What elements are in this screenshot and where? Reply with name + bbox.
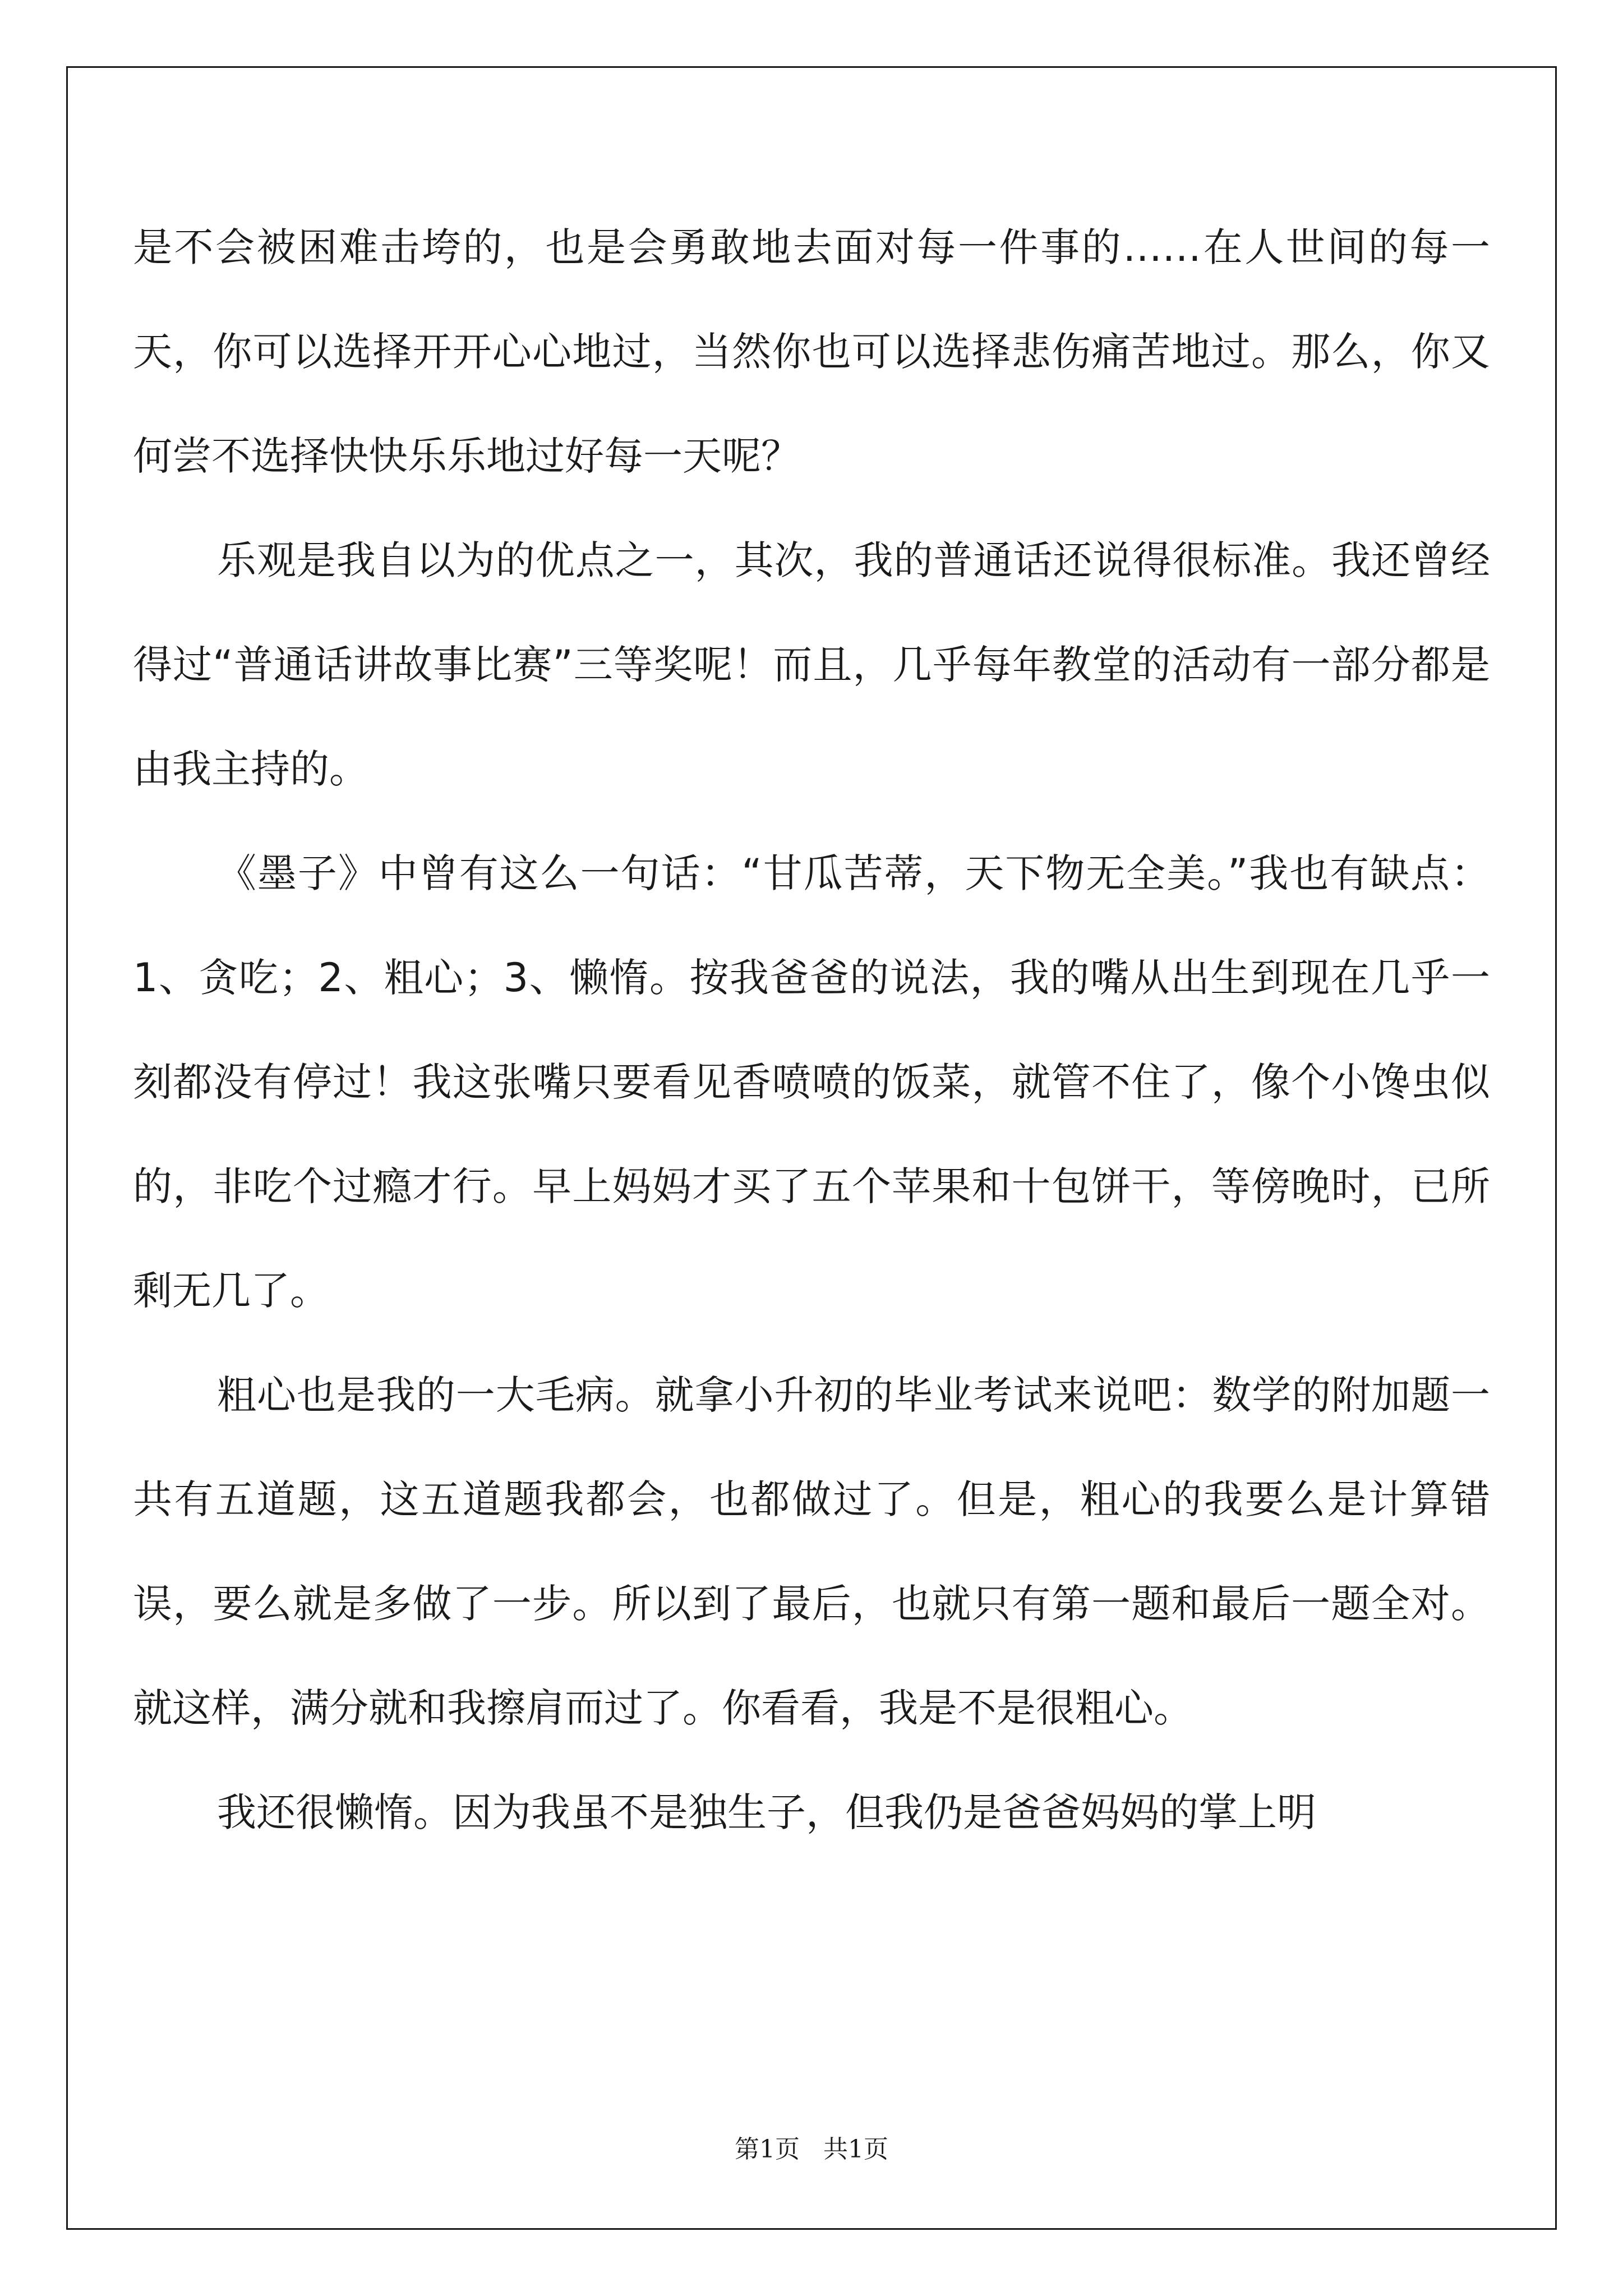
document-body [133,195,1490,1865]
paragraph-3: 《墨子》中曾有这么一句话：“甘瓜苦蒂，天下物无全美。”我也有缺点：1、贪吃；2、粗心；3、懒惰。按我爸爸的说法，我的嘴从出生到现在几乎一刻都没有停过！我这张嘴只要看见香喷喷的饭菜，就管不住了，像个小馋虫似的，非吃个过瘾才行。早上妈妈才买了五个苹果和十包饼干，等傍晚时，已所剩无几了。 [133,850,1490,1314]
paragraph-2: 乐观是我自以为的优点之一，其次，我的普通话还说得很标准。我还曾经得过“普通话讲故事比赛”三等奖呢！而且，几乎每年教堂的活动有一部分都是由我主持的。 [133,537,1490,792]
page-number-footer: 第1页 共1页 [735,2135,888,2164]
paragraph-5: 我还很懒惰。因为我虽不是独生子，但我仍是爸爸妈妈的掌上明 [217,1789,1316,1835]
paragraph-4: 粗心也是我的一大毛病。就拿小升初的毕业考试来说吧：数学的附加题一共有五道题，这五道题我都会，也都做过了。但是，粗心的我要么是计算错误，要么就是多做了一步。所以到了最后，也就只有第一题和最后一题全对。就这样，满分就和我擦肩而过了。你看看，我是不是很粗心。 [133,1372,1490,1731]
paragraph-1: 是不会被困难击垮的，也是会勇敢地去面对每一件事的……在人世间的每一天，你可以选择开开心心地过，当然你也可以选择悲伤痛苦地过。那么，你又何尝不选择快快乐乐地过好每一天呢？ [133,224,1490,479]
